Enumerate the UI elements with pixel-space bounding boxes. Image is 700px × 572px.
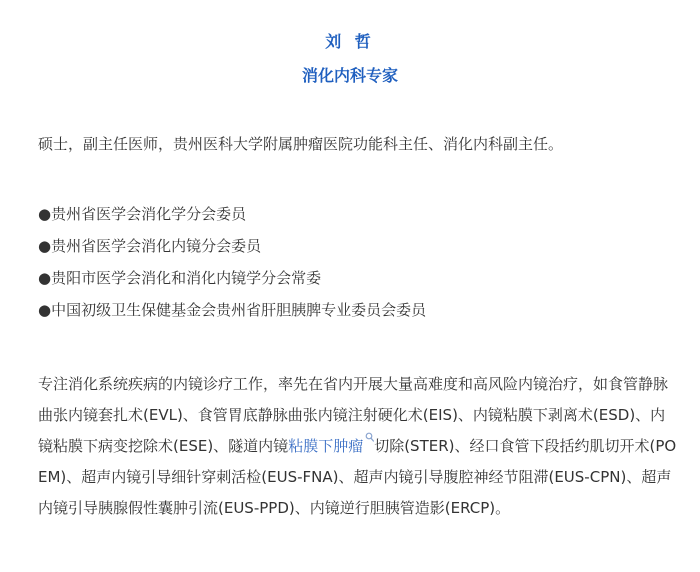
- search-icon: [365, 432, 374, 443]
- keyword-link[interactable]: [288, 437, 374, 455]
- description-paragraph: [38, 369, 678, 524]
- description-text-before: 专注消化系统疾病的内镜诊疗工作，率先在省内开展大量高难度和高风险内镜治疗，如食管静脉曲张内镜套扎术(EVL)、食管胃底静脉曲张内镜注射硬化术(EIS)、内镜粘膜下剥离术(ESD)、内镜粘膜下病变挖除术(ESE)、隧道内镜: [38, 375, 669, 455]
- list-item: ●贵州省医学会消化内镜分会委员: [38, 237, 262, 255]
- list-item: ●贵阳市医学会消化和消化内镜学分会常委: [38, 269, 322, 287]
- list-item: ●中国初级卫生保健基金会贵州省肝胆胰脾专业委员会委员: [38, 301, 427, 319]
- list-item: ●贵州省医学会消化学分会委员: [38, 205, 247, 223]
- roles-list: [38, 200, 678, 328]
- profile-header: [0, 28, 700, 90]
- keyword-link-label: 粘膜下肿瘤: [288, 437, 364, 455]
- description-text-after: 切除(STER)、经口食管下段括约肌切开术(POEM)、超声内镜引导细针穿刺活检(EUS-FNA)、超声内镜引导腹腔神经节阻滞(EUS-CPN)、超声内镜引导胰腺假性囊肿引流(EUS-PPD)、内镜逆行胆胰管造影(ERCP)。: [38, 437, 677, 517]
- doctor-name: 刘 哲: [325, 32, 375, 51]
- doctor-title: 消化内科专家: [301, 66, 398, 85]
- intro-text: 硕士，副主任医师，贵州医科大学附属肿瘤医院功能科主任、消化内科副主任。: [38, 135, 564, 153]
